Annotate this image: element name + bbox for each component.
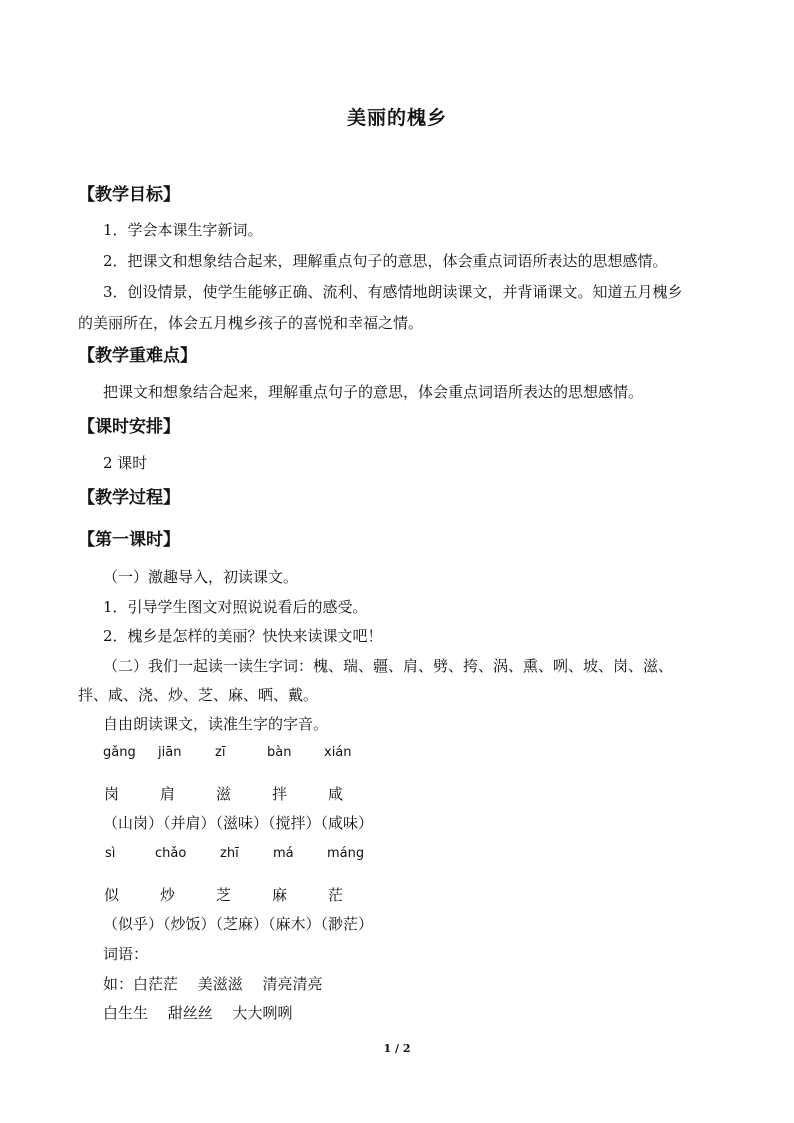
schedule-text: 2 课时 — [103, 454, 148, 472]
section-heading-schedule: 【课时安排】 — [78, 417, 180, 437]
keypoints-text: 把课文和想象结合起来，理解重点句子的意思，体会重点词语所表达的思想感情。 — [103, 383, 644, 401]
lesson-step-1-2: 2．槐乡是怎样的美丽？快快来读课文吧！ — [103, 627, 383, 645]
character: 麻 — [272, 886, 288, 904]
page-title: 美丽的槐乡 — [346, 107, 447, 129]
vocab-line-2: 白生生 甜丝丝 大大咧咧 — [103, 1004, 293, 1022]
section-heading-keypoints: 【教学重难点】 — [78, 346, 197, 366]
character: 炒 — [160, 886, 176, 904]
lesson-step-2-continued: 拌、咸、浇、炒、芝、麻、晒、戴。 — [78, 686, 319, 704]
section-heading-process: 【教学过程】 — [78, 488, 180, 508]
word-examples-2: （似乎）（炒饭）（芝麻）（麻木）（渺茫） — [103, 915, 374, 933]
character: 芝 — [216, 886, 232, 904]
vocab-label: 词语： — [103, 945, 149, 963]
pinyin: zī — [215, 745, 226, 760]
goal-item-1: 1．学会本课生字新词。 — [103, 221, 263, 239]
pinyin: xián — [324, 745, 352, 760]
goal-item-3-continued: 的美丽所在，体会五月槐乡孩子的喜悦和幸福之情。 — [78, 314, 424, 332]
character: 岗 — [104, 785, 120, 803]
lesson-step-2: （二）我们一起读一读生字词：槐、瑞、疆、肩、劈、挎、涡、熏、咧、坡、岗、滋、 — [103, 657, 674, 675]
pinyin-row-1 — [0, 745, 794, 769]
lesson-step-1-1: 1．引导学生图文对照说说看后的感受。 — [103, 598, 368, 616]
character: 似 — [104, 886, 120, 904]
pinyin: gǎng — [103, 745, 136, 760]
pinyin: má — [273, 846, 294, 861]
pinyin: bàn — [267, 745, 292, 760]
vocab-line-1: 如：白茫茫 美滋滋 清亮清亮 — [103, 975, 323, 993]
pinyin: sì — [105, 846, 116, 861]
section-heading-goals: 【教学目标】 — [78, 185, 180, 205]
goal-item-3: 3．创设情景，使学生能够正确、流利、有感情地朗读课文，并背诵课文。知道五月槐乡 — [103, 283, 683, 301]
pinyin: zhī — [220, 846, 239, 861]
page-number: 1 / 2 — [383, 1042, 411, 1055]
pinyin: jiān — [158, 745, 182, 760]
character-row-1 — [0, 783, 794, 807]
pinyin: chǎo — [155, 846, 187, 861]
pinyin: máng — [327, 846, 365, 861]
goal-item-2: 2．把课文和想象结合起来，理解重点句子的意思，体会重点词语所表达的思想感情。 — [103, 252, 668, 270]
character: 咸 — [328, 785, 344, 803]
character: 拌 — [272, 785, 288, 803]
character-row-2 — [0, 884, 794, 908]
pinyin-row-2 — [0, 846, 794, 870]
lesson-step-1: （一）激趣导入，初读课文。 — [103, 568, 299, 586]
lesson-step-2-instruction: 自由朗读课文，读准生字的字音。 — [103, 715, 329, 733]
character: 滋 — [216, 785, 232, 803]
character: 茫 — [328, 886, 344, 904]
character: 肩 — [160, 785, 176, 803]
word-examples-1: （山岗）（并肩）（滋味）（搅拌）（咸味） — [103, 814, 374, 832]
section-heading-first-lesson: 【第一课时】 — [78, 530, 180, 550]
